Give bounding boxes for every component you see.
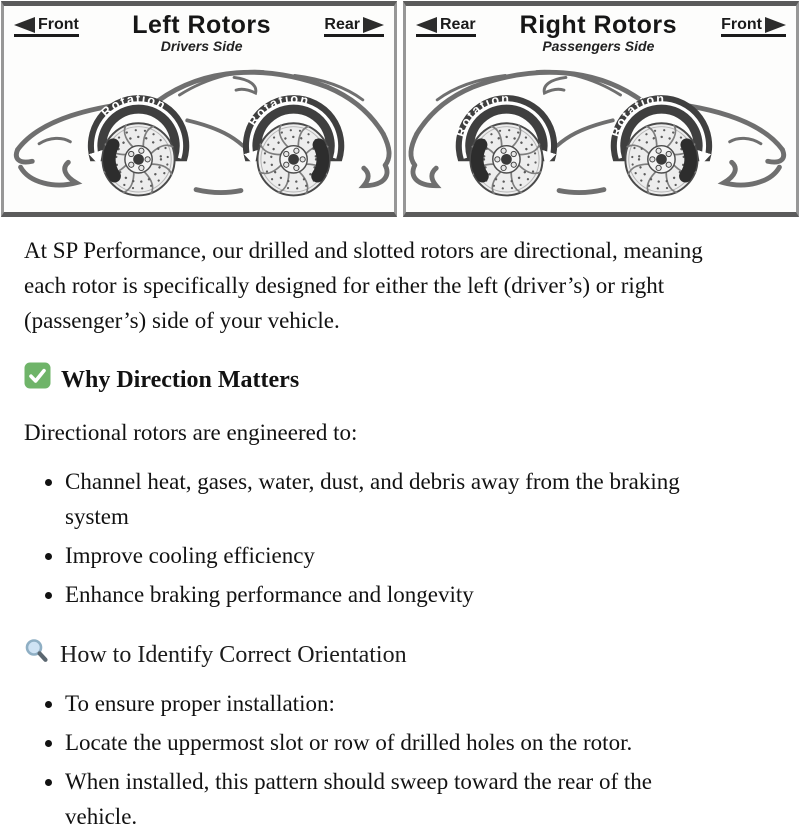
panel-title-text: Left Rotors	[132, 11, 272, 39]
direction-label: Front	[38, 16, 79, 33]
rotor-article	[0, 217, 800, 834]
heading-text: How to Identify Correct Orientation	[60, 642, 407, 669]
intro-paragraph: At SP Performance, our drilled and slotted rotors are directional, meaning each rotor is specifically designed for either the left (driver’s) or right (passenger’s) side of your vehicle.	[24, 238, 703, 334]
arrow-left-icon	[416, 17, 437, 33]
heading-text: Why Direction Matters	[61, 366, 300, 393]
panel-subtitle-text: Drivers Side	[160, 38, 243, 55]
check-mark-emoji-icon	[24, 362, 51, 397]
right-rotors-panel	[403, 1, 799, 217]
rear-direction-indicator	[324, 17, 384, 37]
left-car-illustration	[4, 56, 394, 212]
identify-orientation-heading	[24, 638, 780, 672]
list-item: • Enhance braking performance and longevity	[65, 577, 729, 612]
magnifying-glass-emoji-icon	[24, 638, 50, 672]
direction-label: Rear	[324, 16, 360, 33]
right-panel-header	[406, 6, 796, 54]
why-bullet-list	[24, 464, 780, 612]
list-item: • Improve cooling efficiency	[65, 538, 729, 573]
list-item: • Channel heat, gases, water, dust, and debris away from the braking system	[65, 464, 729, 534]
rotation-arrow-rear: Rotation	[453, 92, 511, 139]
right-car-illustration	[406, 56, 796, 212]
right-panel-title	[520, 12, 677, 54]
rotation-arrow-front: Rotation	[98, 92, 169, 120]
arrow-right-icon	[765, 17, 786, 33]
list-item: • When installed, this pattern should sweep toward the rear of the vehicle.	[65, 764, 729, 834]
rotor-direction-diagram	[0, 0, 800, 217]
rotation-arrow-rear: Rotation	[245, 92, 312, 129]
left-panel-header	[4, 6, 394, 54]
arrow-left-icon	[14, 17, 35, 33]
panel-subtitle-text: Passengers Side	[542, 38, 655, 55]
why-direction-matters-heading	[24, 362, 780, 397]
list-item: • Locate the uppermost slot or row of drilled holes on the rotor.	[65, 725, 729, 760]
rotation-arrow-front: Rotation	[608, 92, 666, 139]
panel-title-text: Right Rotors	[519, 11, 678, 39]
identify-bullet-list	[24, 686, 780, 834]
left-rotors-panel	[1, 1, 397, 217]
direction-label: Front	[721, 16, 762, 33]
direction-label: Rear	[440, 16, 476, 33]
arrow-right-icon	[363, 17, 384, 33]
front-direction-indicator	[721, 17, 786, 37]
list-item: • To ensure proper installation:	[65, 686, 729, 721]
engineered-to-lead: Directional rotors are engineered to:	[24, 420, 358, 446]
rear-direction-indicator	[416, 17, 476, 37]
left-panel-title	[132, 12, 271, 54]
front-direction-indicator	[14, 17, 79, 37]
